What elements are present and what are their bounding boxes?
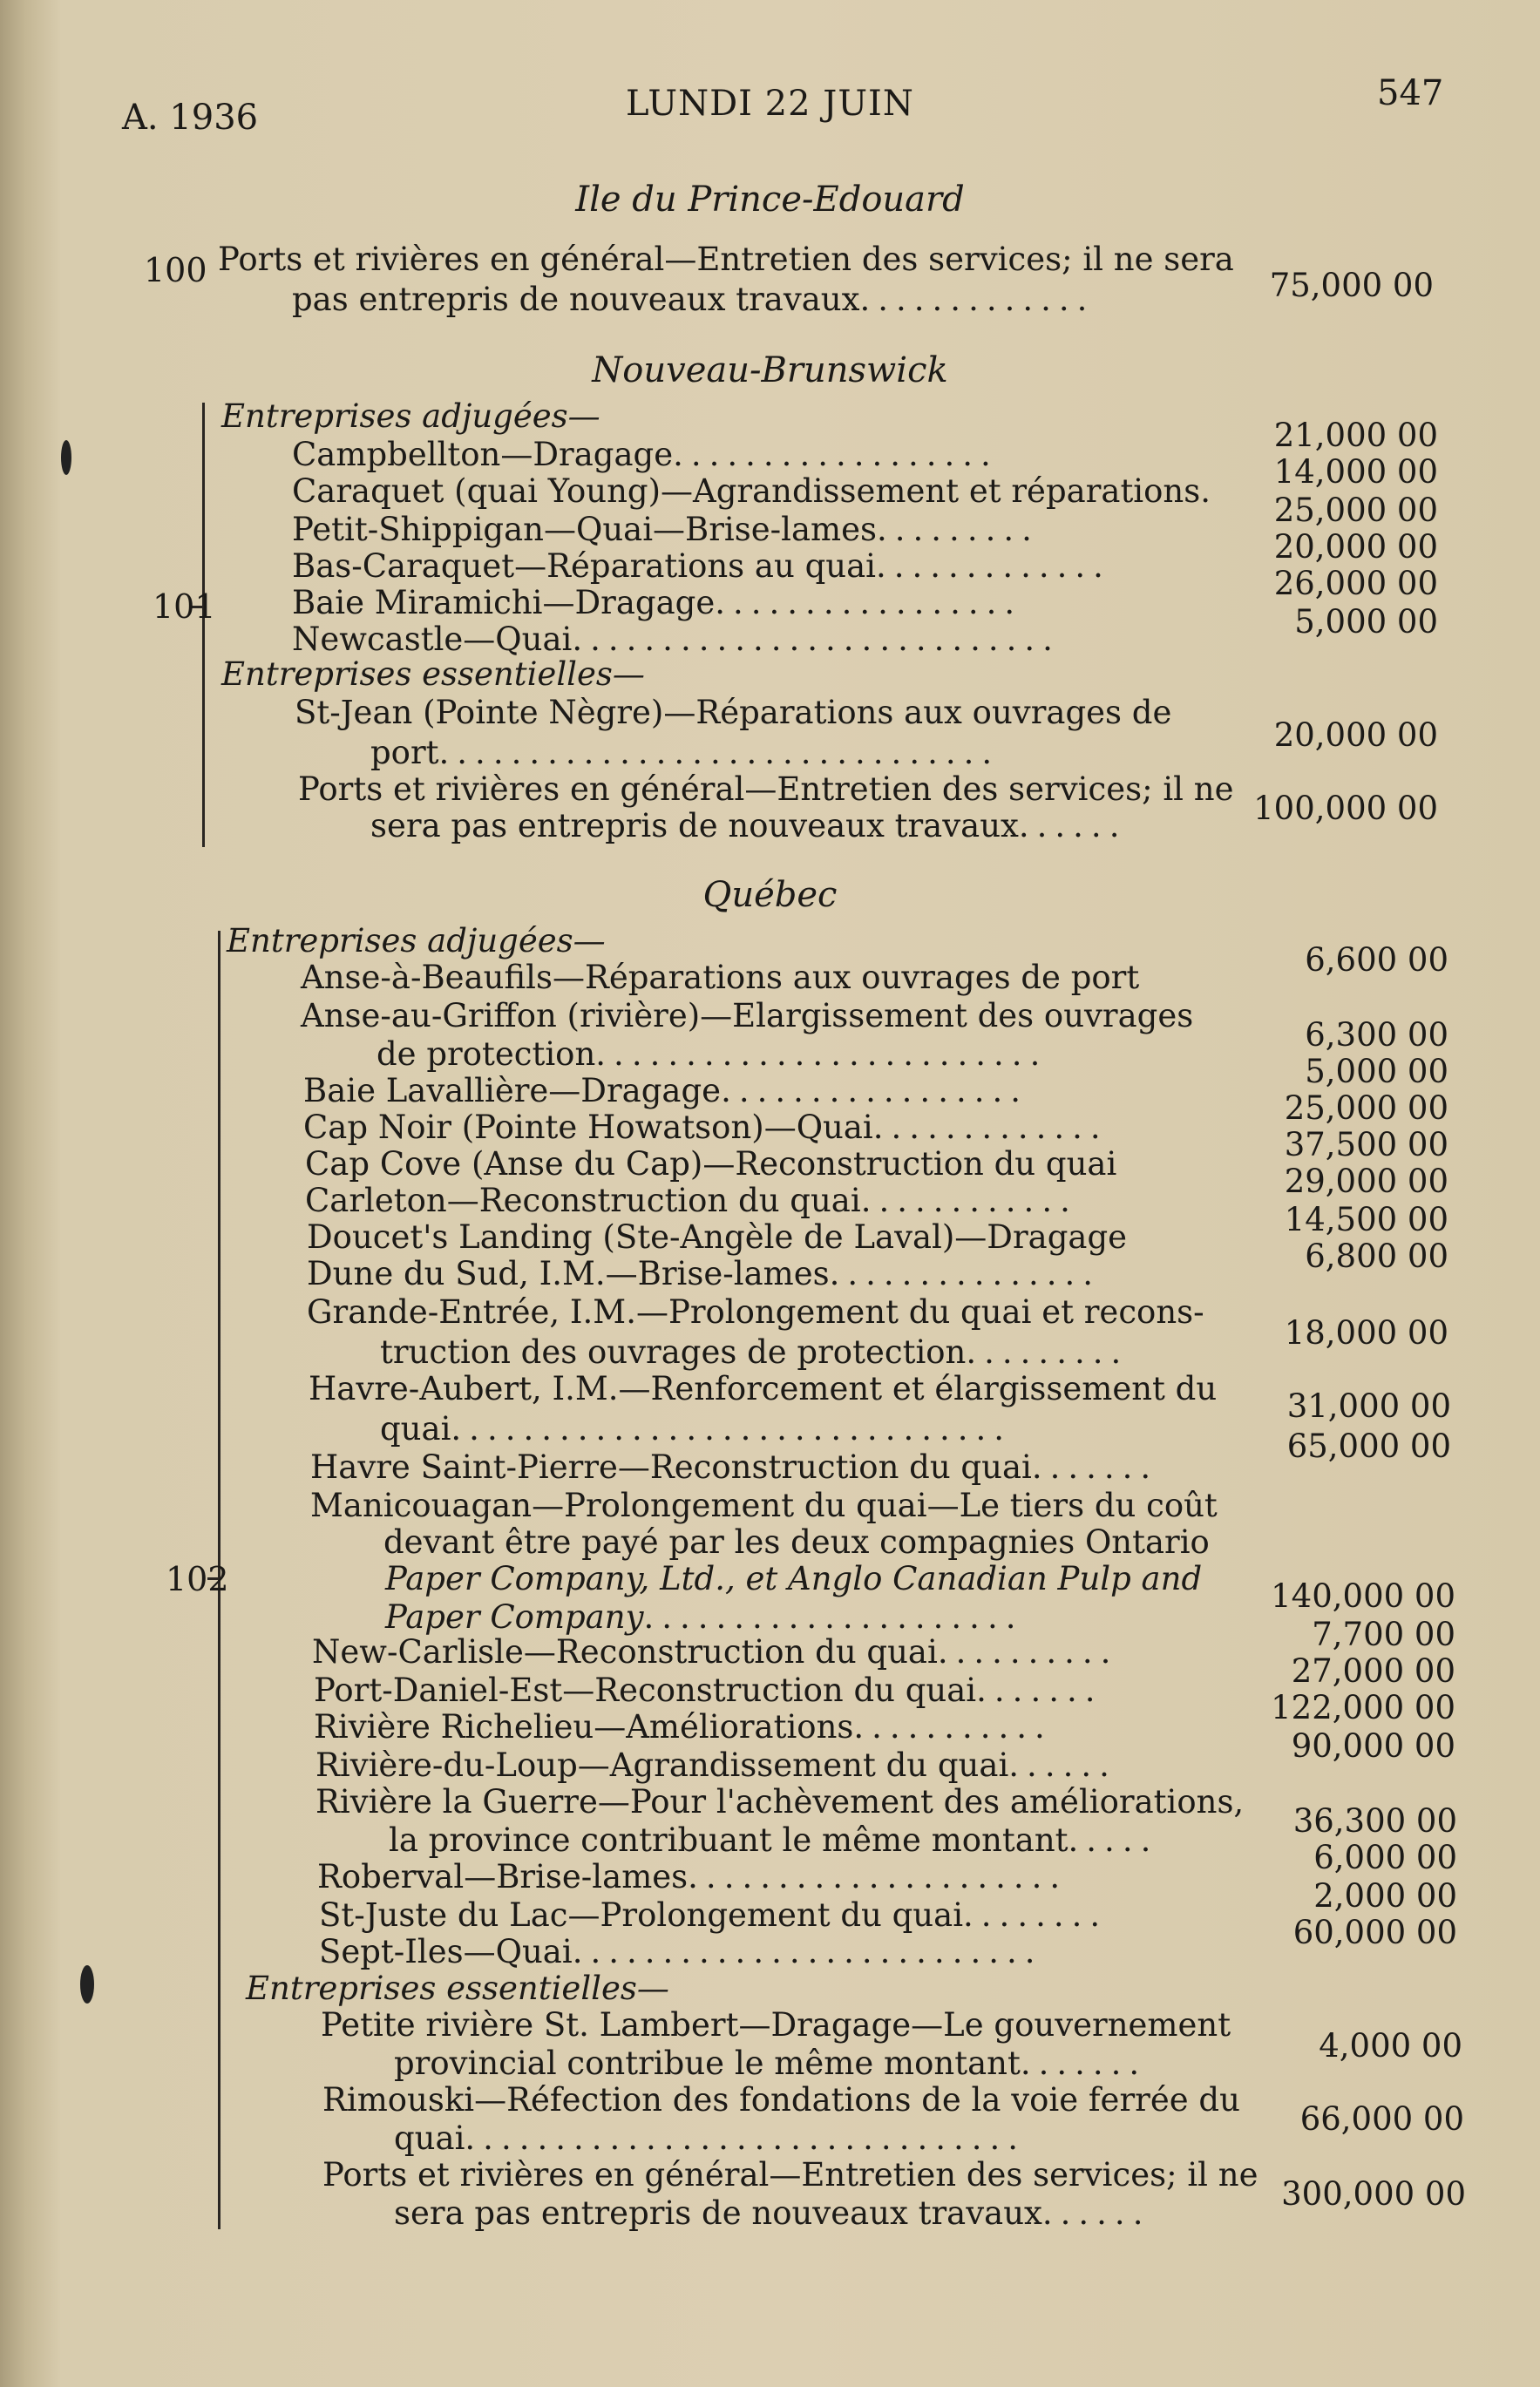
amount-cell: 6,000 00 [1313, 1839, 1457, 1876]
amount-cell: 14,000 00 [1273, 453, 1438, 491]
entry-line: quai............................... [380, 1410, 1013, 1448]
item-number-101: 101 [153, 587, 216, 626]
entry-line: Caraquet (quai Young)—Agrandissement et réparations. [292, 472, 1211, 510]
entry-line: Havre-Aubert, I.M.—Renforcement et élargissement du [309, 1370, 1218, 1407]
section-title-pei: Ile du Prince-Edouard [575, 180, 965, 220]
section-title-qc: Québec [702, 875, 838, 915]
page-header [0, 73, 1540, 138]
entry-line: Baie Miramichi—Dragage................. [292, 584, 1023, 621]
entry-line: Anse-au-Griffon (rivière)—Elargissement des ouvrages [301, 997, 1194, 1034]
amount-cell: 66,000 00 [1299, 2100, 1464, 2138]
amount-cell: 14,500 00 [1284, 1201, 1448, 1238]
entry-line: sera pas entrepris de nouveaux travaux...... [394, 2194, 1151, 2232]
entry-line: Ports et rivières en général—Entretien des services; il ne [322, 2156, 1258, 2194]
entry-line: Port-Daniel-Est—Reconstruction du quai....... [314, 1672, 1103, 1709]
amount-cell: 31,000 00 [1286, 1387, 1451, 1425]
entry-line: Roberval—Brise-lames..................... [317, 1858, 1069, 1895]
amount-cell: 65,000 00 [1286, 1427, 1451, 1465]
amount-cell: 18,000 00 [1284, 1314, 1448, 1352]
amount-cell: 7,700 00 [1312, 1616, 1455, 1653]
entry-line: quai............................... [394, 2119, 1027, 2157]
entry-line: Havre Saint-Pierre—Reconstruction du quai....... [310, 1448, 1159, 1486]
entry-line: Doucet's Landing (Ste-Angèle de Laval)—Dragage [307, 1218, 1128, 1256]
entry-line: Anse-à-Beaufils—Réparations aux ouvrages de port [301, 959, 1140, 996]
entry-line: Ports et rivières en général—Entretien des services; il ne sera [218, 241, 1234, 278]
amount-cell: 21,000 00 [1273, 417, 1438, 454]
amount-cell: 5,000 00 [1294, 603, 1438, 641]
amount-cell: 25,000 00 [1273, 492, 1438, 529]
entry-line: provincial contribue le même montant....... [394, 2045, 1148, 2082]
amount-cell: 5,000 00 [1305, 1053, 1448, 1090]
amount-cell: 6,600 00 [1305, 941, 1448, 979]
entry-line: Carleton—Reconstruction du quai............ [305, 1182, 1078, 1219]
amount-cell: 26,000 00 [1273, 565, 1438, 602]
entry-line: Baie Lavallière—Dragage................. [303, 1072, 1029, 1109]
binding-hole-mark [80, 1965, 94, 2004]
item-number-100: 100 [144, 251, 207, 289]
entry-line: Ports et rivières en général—Entretien des services; il ne [298, 770, 1234, 808]
item-number-102: 102 [166, 1560, 229, 1598]
entry-line: St-Juste du Lac—Prolongement du quai........ [319, 1896, 1109, 1934]
entry-line: Rimouski—Réfection des fondations de la voie ferrée du [322, 2081, 1240, 2119]
entry-line: sera pas entrepris de nouveaux travaux...... [370, 807, 1128, 844]
amount-cell: 90,000 00 [1291, 1727, 1455, 1765]
entry-line: Campbellton—Dragage.................. [292, 436, 999, 473]
amount-cell: 122,000 00 [1271, 1689, 1455, 1726]
entry-line: de protection......................... [377, 1035, 1048, 1073]
amount-cell: 37,500 00 [1284, 1126, 1448, 1163]
entry-line: Rivière la Guerre—Pour l'achèvement des améliorations, [315, 1783, 1245, 1821]
amount-cell: 100,000 00 [1253, 790, 1438, 827]
entry-line: Rivière Richelieu—Améliorations........... [314, 1708, 1053, 1746]
header-date: LUNDI 22 JUIN [626, 84, 914, 124]
header-page-number: 547 [1377, 73, 1444, 113]
entry-line: Newcastle—Quai........................... [292, 620, 1061, 658]
amount-cell: 300,000 00 [1281, 2175, 1466, 2213]
entry-line: Cap Noir (Pointe Howatson)—Quai............. [303, 1109, 1109, 1146]
entry-line: New-Carlisle—Reconstruction du quai.......... [312, 1633, 1119, 1671]
amount-cell: 36,300 00 [1292, 1802, 1457, 1840]
amount-cell: 25,000 00 [1284, 1089, 1448, 1127]
section-title-nb: Nouveau-Brunswick [592, 350, 948, 390]
amount-cell: 60,000 00 [1292, 1914, 1457, 1951]
subhead-essentielles: Entreprises essentielles— [246, 1970, 669, 2007]
amount-cell: 20,000 00 [1273, 716, 1438, 754]
amount-cell: 20,000 00 [1273, 528, 1438, 566]
subhead-adjugees: Entreprises adjugées— [227, 922, 606, 960]
entry-line: Dune du Sud, I.M.—Brise-lames............... [307, 1255, 1102, 1292]
entry-line: Petit-Shippigan—Quai—Brise-lames......... [292, 511, 1040, 548]
subhead-essentielles: Entreprises essentielles— [221, 655, 645, 693]
entry-line: Sept-Iles—Quai.......................... [319, 1933, 1043, 1970]
entry-line: Cap Cove (Anse du Cap)—Reconstruction du quai [305, 1145, 1117, 1183]
entry-line: la province contribuant le même montant..... [389, 1821, 1159, 1859]
entry-line: Paper Company, Ltd., et Anglo Canadian Pulp and [385, 1560, 1203, 1597]
amount-cell: 27,000 00 [1291, 1652, 1455, 1690]
entry-line: Bas-Caraquet—Réparations au quai............. [292, 547, 1111, 585]
entry-line: Manicouagan—Prolongement du quai—Le tiers du coût [310, 1487, 1218, 1524]
amount-cell: 4,000 00 [1319, 2027, 1462, 2065]
entry-line: Paper Company..................... [385, 1598, 1024, 1636]
amount-cell: 6,800 00 [1305, 1238, 1448, 1275]
amount-cell: 75,000 00 [1269, 267, 1434, 304]
amount-cell: 2,000 00 [1313, 1877, 1457, 1915]
entry-line: Grande-Entrée, I.M.—Prolongement du quai et recons- [307, 1293, 1204, 1331]
entry-line: truction des ouvrages de protection......... [380, 1333, 1130, 1371]
entry-line: pas entrepris de nouveaux travaux............. [292, 281, 1096, 318]
binding-hole-mark [61, 440, 71, 475]
entry-line: port............................... [370, 734, 1001, 771]
amount-cell: 140,000 00 [1271, 1577, 1455, 1615]
entry-line: Rivière-du-Loup—Agrandissement du quai...... [315, 1746, 1117, 1784]
header-year: A. 1936 [122, 98, 259, 138]
subhead-adjugees: Entreprises adjugées— [221, 397, 600, 435]
entry-line: devant être payé par les deux compagnies Ontario [383, 1523, 1210, 1561]
entry-line: St-Jean (Pointe Nègre)—Réparations aux ouvrages de [295, 694, 1172, 731]
amount-cell: 6,300 00 [1305, 1016, 1448, 1054]
amount-cell: 29,000 00 [1284, 1163, 1448, 1200]
entry-line: Petite rivière St. Lambert—Dragage—Le gouvernement [321, 2006, 1231, 2044]
